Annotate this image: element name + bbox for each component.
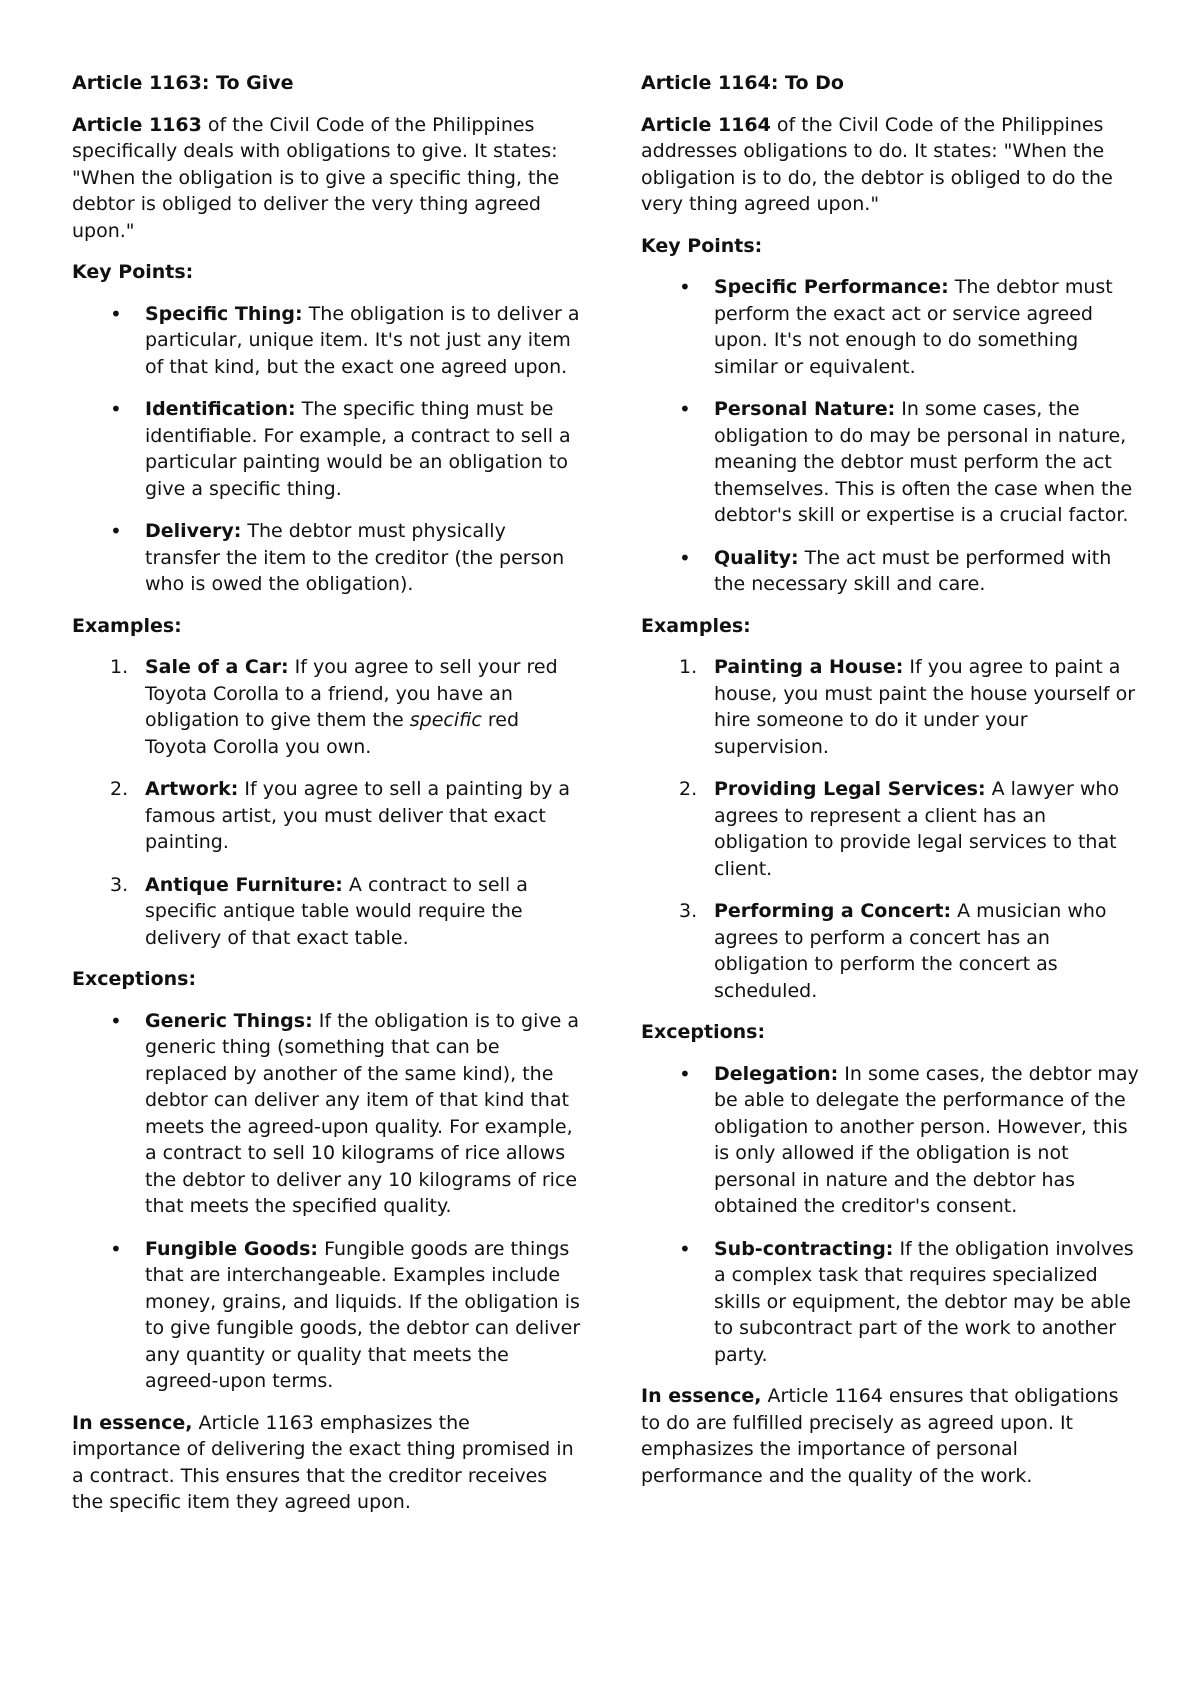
exceptions-label: Exceptions: <box>641 1021 766 1043</box>
article-1164-title: Article 1164: To Do <box>641 72 844 94</box>
examples-list <box>641 654 1141 1004</box>
list-item: • Generic Things: If the obligation is to give a generic thing (something that can be replaced by another of the same kind), the debtor can deliver any item of that kind that meets the agreed-upon quality. For example, a contract to sell 10 kilograms of rice allows the debtor to deliver any 10 kilograms of rice that meets the specified quality. <box>145 1008 582 1220</box>
key-points-list <box>641 274 1141 598</box>
list-item: 1. Sale of a Car: If you agree to sell your red Toyota Corolla to a friend, you have an obligation to give them the specific red Toyota Corolla you own. <box>110 656 558 758</box>
essence-paragraph: In essence, Article 1163 emphasizes the importance of delivering the exact thing promised in a contract. This ensures that the creditor receives the specific item they agreed upon. <box>72 1411 574 1513</box>
list-item: 3. Antique Furniture: A contract to sell a specific antique table would require the delivery of that exact table. <box>110 873 528 949</box>
key-points-label: Key Points: <box>72 261 194 283</box>
list-item: • Personal Nature: In some cases, the obligation to do may be personal in nature, meaning the debtor must perform the act themselves. This is often the case when the debtor's skill or expertise is a crucial factor. <box>714 396 1141 529</box>
exceptions-list <box>641 1061 1141 1369</box>
list-item: • Sub-contracting: If the obligation involves a complex task that requires specialized skills or equipment, the debtor may be able to subcontract part of the work to another party. <box>714 1236 1141 1369</box>
list-item: • Specific Performance: The debtor must perform the exact act or service agreed upon. It's not enough to do something similar or equivalent. <box>714 274 1141 380</box>
key-points-label: Key Points: <box>641 234 763 257</box>
list-item: 2. Providing Legal Services: A lawyer who agrees to represent a client has an obligation to provide legal services to that client. <box>679 778 1120 880</box>
exceptions-list <box>72 1008 582 1395</box>
examples-list <box>72 654 582 951</box>
list-item: • Delegation: In some cases, the debtor may be able to delegate the performance of the obligation to another person. However, this is only allowed if the obligation is not personal in nature and the debtor has obtained the creditor's consent. <box>714 1061 1141 1220</box>
list-item: • Delivery: The debtor must physically transfer the item to the creditor (the person who is owed the obligation). <box>145 518 582 598</box>
left-column <box>72 70 582 1531</box>
key-points-list <box>72 301 582 598</box>
examples-label: Examples: <box>72 614 182 637</box>
article-1164-intro: Article 1164 of the Civil Code of the Philippines addresses obligations to do. It states: "When the obligation is to do, the debtor is obliged to do the very thing agreed upon." <box>641 113 1113 215</box>
essence-paragraph: In essence, Article 1164 ensures that obligations to do are fulfilled precisely as agreed upon. It emphasizes the importance of personal performance and the quality of the work. <box>641 1385 1119 1487</box>
list-item: • Quality: The act must be performed with the necessary skill and care. <box>714 545 1141 598</box>
list-item: • Identification: The specific thing must be identifiable. For example, a contract to sell a particular painting would be an obligation to give a specific thing. <box>145 396 582 502</box>
list-item: • Specific Thing: The obligation is to deliver a particular, unique item. It's not just any item of that kind, but the exact one agreed upon. <box>145 301 582 381</box>
right-column <box>641 70 1141 1504</box>
article-1163-intro: Article 1163 of the Civil Code of the Philippines specifically deals with obligations to give. It states: "When the obligation is to give a specific thing, the debtor is obliged to deliver the very thing agreed upon." <box>72 113 560 242</box>
list-item: 1. Painting a House: If you agree to paint a house, you must paint the house yourself or hire someone to do it under your supervision. <box>679 656 1136 758</box>
list-item: 2. Artwork: If you agree to sell a painting by a famous artist, you must deliver that exact painting. <box>110 778 571 853</box>
list-item: • Fungible Goods: Fungible goods are things that are interchangeable. Examples include money, grains, and liquids. If the obligation is to give fungible goods, the debtor can deliver any quantity or quality that meets the agreed-upon terms. <box>145 1236 582 1395</box>
article-1163-title: Article 1163: To Give <box>72 72 294 94</box>
list-item: 3. Performing a Concert: A musician who agrees to perform a concert has an obligation to perform the concert as scheduled. <box>679 900 1107 1002</box>
exceptions-label: Exceptions: <box>72 968 197 990</box>
examples-label: Examples: <box>641 614 751 637</box>
